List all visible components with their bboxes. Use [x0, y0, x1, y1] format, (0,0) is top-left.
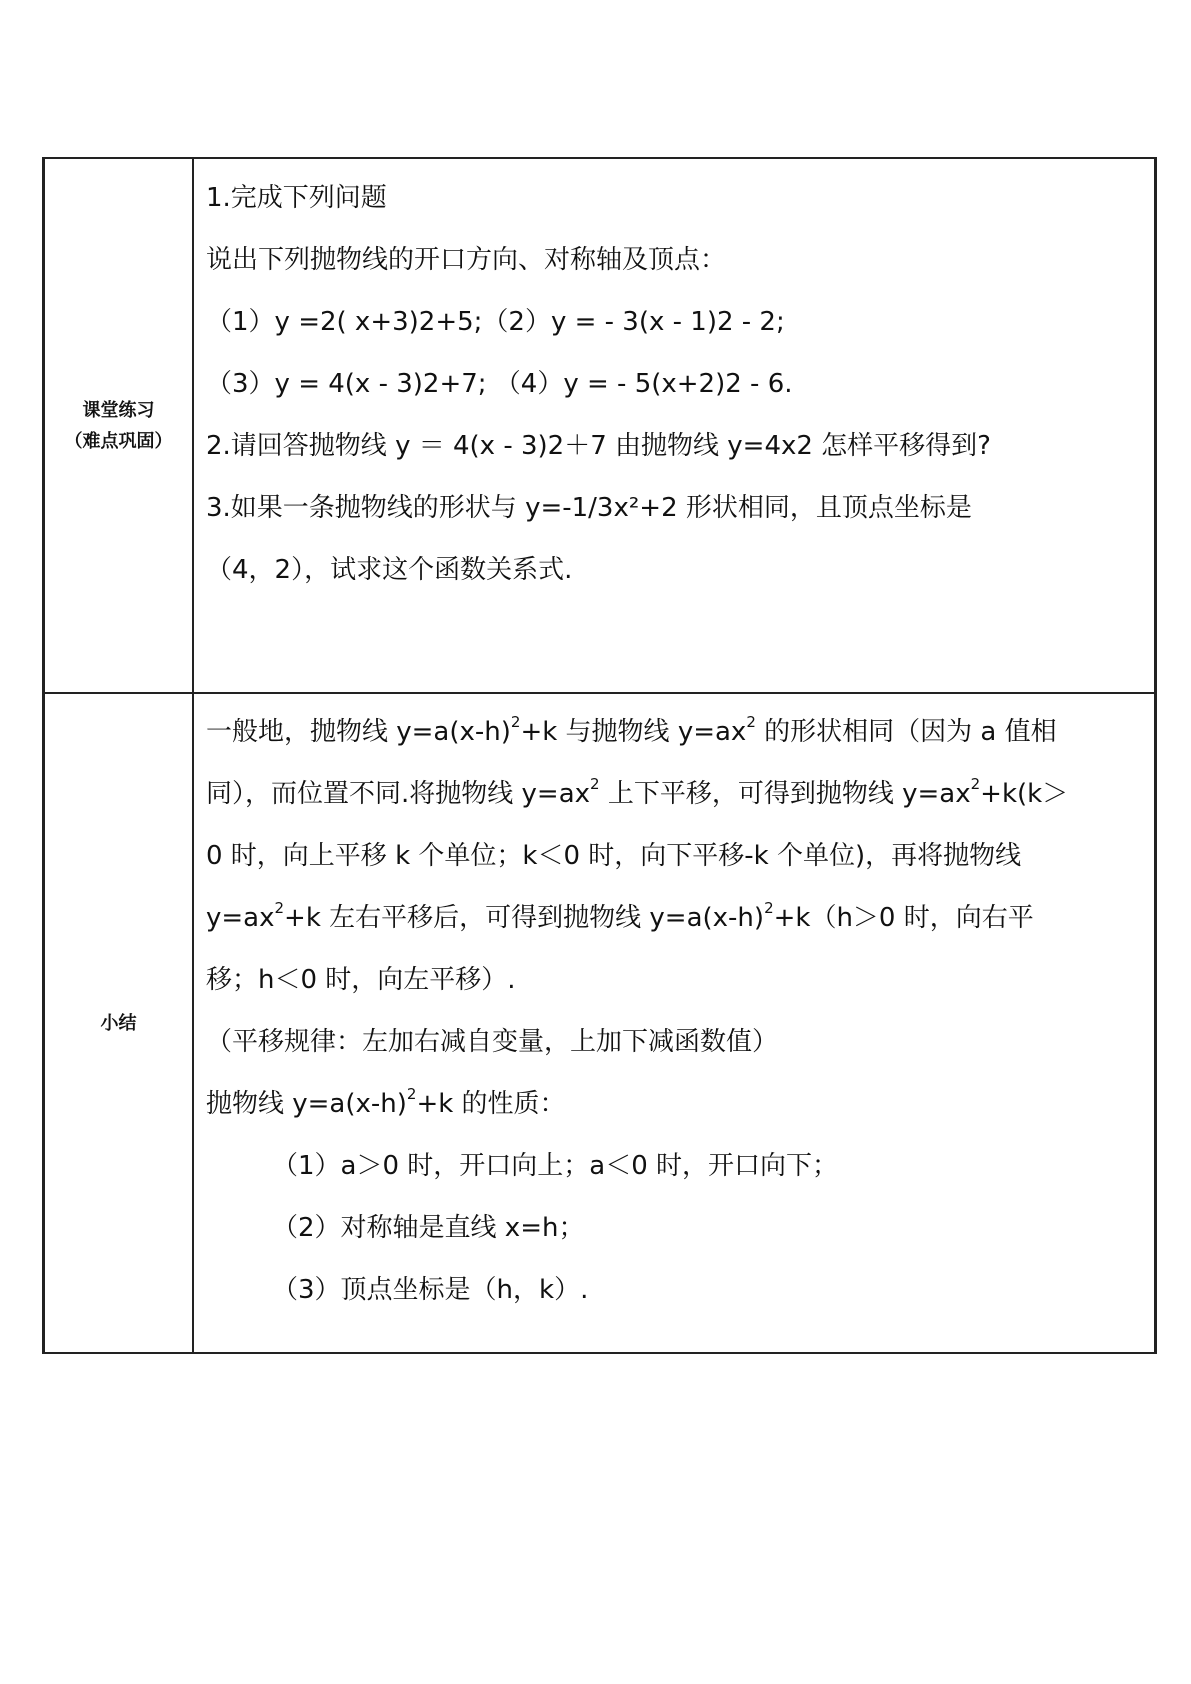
content-cell-practice	[193, 158, 1156, 693]
text-span: 抛物线 y=a(x-h)	[206, 1089, 407, 1119]
summary-line	[206, 1073, 1144, 1135]
superscript: 2	[764, 899, 774, 918]
property-item: （2）对称轴是直线 x=h；	[272, 1213, 585, 1243]
content-cell-summary	[193, 693, 1156, 1353]
superscript: 2	[510, 713, 521, 732]
superscript: 2	[746, 713, 756, 732]
superscript: 2	[590, 775, 600, 794]
summary-line	[206, 701, 1144, 763]
table-row-summary	[44, 693, 1156, 1353]
property-item: （1）a＞0 时，开口向上；a＜0 时，开口向下；	[272, 1151, 839, 1181]
superscript: 2	[970, 775, 981, 794]
summary-line	[206, 887, 1144, 949]
label-cell-practice	[44, 158, 194, 693]
superscript: 2	[274, 899, 285, 918]
text-span: +k(k＞	[980, 779, 1069, 809]
summary-line	[206, 763, 1144, 825]
text-span: +k 与抛物线 y=ax	[520, 717, 747, 747]
property-item: （3）顶点坐标是（h，k）.	[272, 1275, 589, 1305]
practice-line: 2.请回答抛物线 y ＝ 4(x - 3)2＋7 由抛物线 y=4x2 怎样平移得到?	[206, 431, 991, 461]
summary-line: （平移规律：左加右减自变量，上加下减函数值）	[206, 1027, 779, 1057]
table-row-practice	[44, 158, 1156, 693]
text-span: 一般地，抛物线 y=a(x-h)	[206, 717, 511, 747]
text-span: 上下平移，可得到抛物线 y=ax	[599, 779, 971, 809]
practice-label: 课堂练习	[82, 399, 155, 421]
text-span: +k（h＞0 时，向右平	[773, 903, 1034, 933]
practice-line: 1.完成下列问题	[206, 183, 387, 213]
text-span: +k 的性质：	[416, 1089, 566, 1119]
text-span: +k 左右平移后，可得到抛物线 y=a(x-h)	[284, 903, 765, 933]
practice-line: 说出下列抛物线的开口方向、对称轴及顶点：	[206, 245, 727, 275]
practice-line: （4，2），试求这个函数关系式.	[206, 555, 573, 585]
summary-line: 0 时，向上平移 k 个单位；k＜0 时，向下平移-k 个单位)，再将抛物线	[206, 841, 1022, 871]
lesson-table	[42, 157, 1157, 1354]
practice-line: （1）y =2( x+3)2+5;（2）y = - 3(x - 1)2 - 2;	[206, 307, 785, 337]
summary-label: 小结	[100, 1012, 137, 1034]
summary-line: 移；h＜0 时，向左平移）.	[206, 965, 516, 995]
text-span: 的形状相同（因为 a 值相	[755, 717, 1057, 747]
superscript: 2	[406, 1085, 417, 1104]
practice-sublabel: （难点巩固）	[64, 430, 173, 452]
text-span: 同），而位置不同.将抛物线 y=ax	[206, 779, 591, 809]
practice-line: 3.如果一条抛物线的形状与 y=-1/3x²+2 形状相同，且顶点坐标是	[206, 493, 972, 523]
practice-line: （3）y = 4(x - 3)2+7; （4）y = - 5(x+2)2 - 6.	[206, 369, 793, 399]
text-span: y=ax	[206, 903, 275, 933]
label-cell-summary	[44, 693, 194, 1353]
